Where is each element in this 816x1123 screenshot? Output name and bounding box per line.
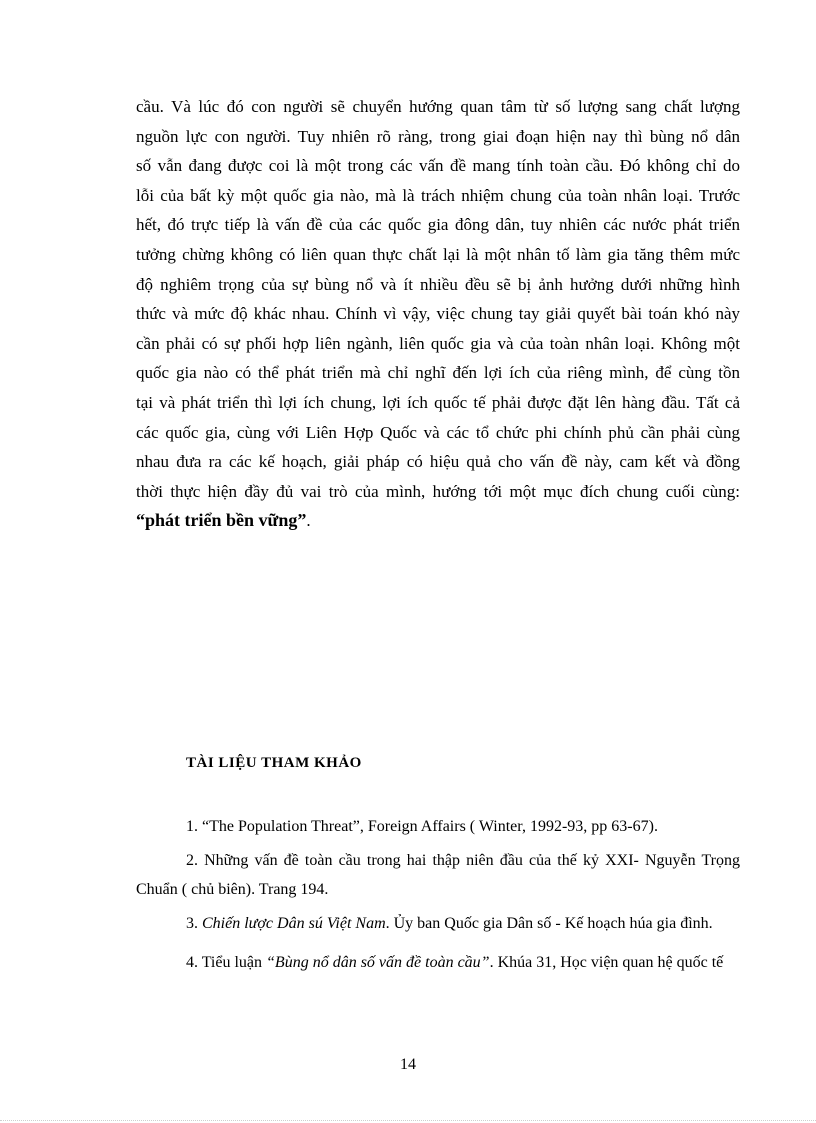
reference-4-suffix: . Khúa 31, Học viện quan hệ quốc tế: [489, 954, 724, 971]
body-line: tưởng chừng không có liên quan thực chất lại là một nhân tố làm gia tăng thêm mức: [136, 244, 740, 264]
body-line: hết, đó trực tiếp là vấn đề của các quốc gia đông dân, tuy nhiên các nước phát triển: [136, 215, 740, 235]
reference-3-prefix: 3.: [186, 915, 202, 932]
body-line: quốc gia nào có thể phát triển mà chỉ nghĩ đến lợi ích của riêng mình, để cùng tồn: [136, 363, 740, 383]
reference-4-title: “Bùng nổ dân số vấn đề toàn cầu”: [266, 954, 490, 971]
reference-item-1: 1. “The Population Threat”, Foreign Affairs ( Winter, 1992-93, pp 63-67).: [186, 818, 658, 835]
references-list: [136, 812, 740, 977]
reference-3-suffix: . Ủy ban Quốc gia Dân số - Kế hoạch húa gia đình.: [385, 915, 713, 932]
reference-item-2: 2. Những vấn đề toàn cầu trong hai thập niên đầu của thế kỷ XXI- Nguyễn Trọng Chuẩn ( chủ biên). Trang 194.: [136, 852, 740, 898]
body-line: nhau đưa ra các kế hoạch, giải pháp có hiệu quả cho vấn đề này, cam kết và đồng: [136, 452, 740, 472]
body-line: thời thực hiện đầy đủ vai trò của mình, hướng tới một mục đích chung cuối cùng:: [136, 481, 740, 501]
body-line: nguồn lực con người. Tuy nhiên rõ ràng, trong giai đoạn hiện nay thì bùng nổ dân: [136, 126, 740, 146]
reference-item-4: [136, 948, 740, 977]
body-line: độ nghiêm trọng của sự bùng nổ và ít nhiều đều sẽ bị ảnh hưởng dưới những hình: [136, 274, 740, 294]
body-paragraph: [136, 92, 740, 536]
conclusion-line: [136, 506, 740, 536]
conclusion-period: .: [306, 511, 311, 531]
body-line: thức và mức độ khác nhau. Chính vì vậy, việc chung tay giải quyết bài toán khó này: [136, 304, 740, 324]
body-line: tại và phát triển thì lợi ích chung, lợi ích quốc tế phải được đặt lên hàng đầu. Tất cả: [136, 392, 740, 412]
body-line: lỗi của bất kỳ một quốc gia nào, mà là trách nhiệm chung của toàn nhân loại. Trước: [136, 185, 740, 205]
page-bottom-divider: [0, 1120, 816, 1121]
reference-3-title: Chiến lược Dân sú Việt Nam: [202, 915, 386, 932]
body-line: các quốc gia, cùng với Liên Hợp Quốc và các tổ chức phi chính phủ cần phải cùng: [136, 422, 740, 442]
reference-4-prefix: 4. Tiểu luận: [186, 954, 267, 971]
body-line: cầu. Và lúc đó con người sẽ chuyển hướng quan tâm từ số lượng sang chất lượng: [136, 97, 740, 116]
conclusion-phrase: “phát triển bền vững”: [136, 510, 307, 531]
reference-item-3: [136, 909, 740, 938]
references-heading: TÀI LIỆU THAM KHẢO: [186, 755, 362, 771]
body-line: số vẫn đang được coi là một trong các vấn đề mang tính toàn cầu. Đó không chỉ do: [136, 156, 740, 176]
page-number: 14: [400, 1056, 416, 1073]
body-line: cần phải có sự phối hợp liên ngành, liên quốc gia và của toàn nhân loại. Không một: [136, 333, 740, 353]
